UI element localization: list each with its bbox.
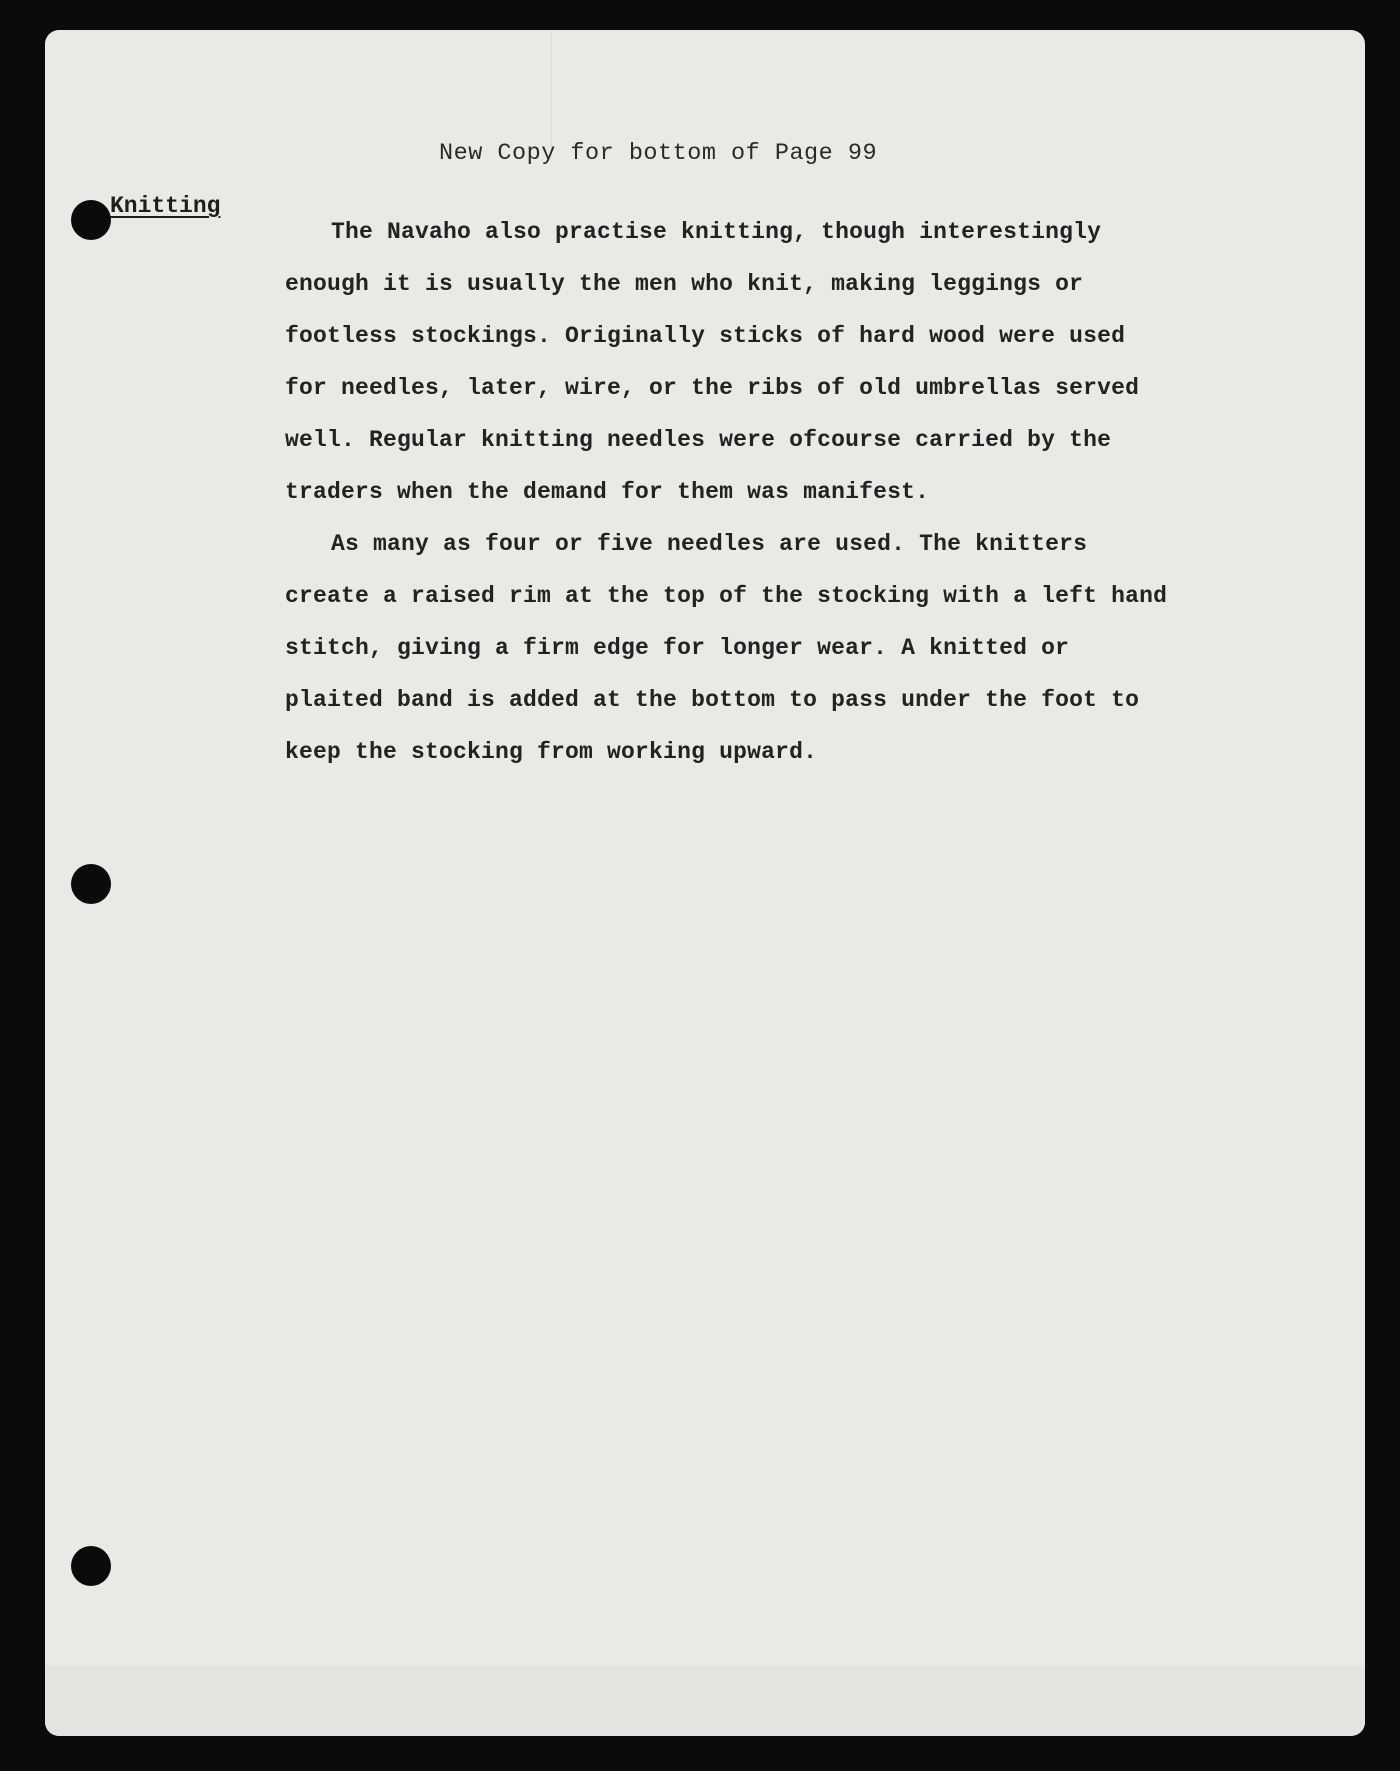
punch-hole-middle	[71, 864, 111, 904]
paragraph-1	[285, 206, 1325, 518]
text-line: plaited band is added at the bottom to pass under the foot to	[285, 687, 1140, 713]
text-line: create a raised rim at the top of the stocking with a left hand	[285, 583, 1168, 609]
paper-crease	[551, 30, 552, 150]
text-line: stitch, giving a firm edge for longer wear. A knitted or	[285, 635, 1070, 661]
text-line: enough it is usually the men who knit, making leggings or	[285, 271, 1084, 297]
typewritten-page	[45, 30, 1365, 1736]
header-note: New Copy for bottom of Page 99	[439, 140, 878, 167]
page-bottom-strip	[45, 1666, 1365, 1736]
text-line: for needles, later, wire, or the ribs of old umbrellas served	[285, 375, 1140, 401]
paragraph-2	[285, 518, 1325, 778]
text-line: keep the stocking from working upward.	[285, 739, 818, 765]
punch-hole-bottom	[71, 1546, 111, 1586]
text-line: The Navaho also practise knitting, though interestingly	[331, 219, 1102, 245]
text-line: well. Regular knitting needles were ofcourse carried by the	[285, 427, 1112, 453]
text-line: As many as four or five needles are used. The knitters	[331, 531, 1088, 557]
text-line: traders when the demand for them was manifest.	[285, 479, 930, 505]
side-heading: Knitting	[110, 193, 221, 219]
text-line: footless stockings. Originally sticks of hard wood were used	[285, 323, 1126, 349]
body-text	[285, 206, 1325, 778]
punch-hole-top	[71, 200, 111, 240]
